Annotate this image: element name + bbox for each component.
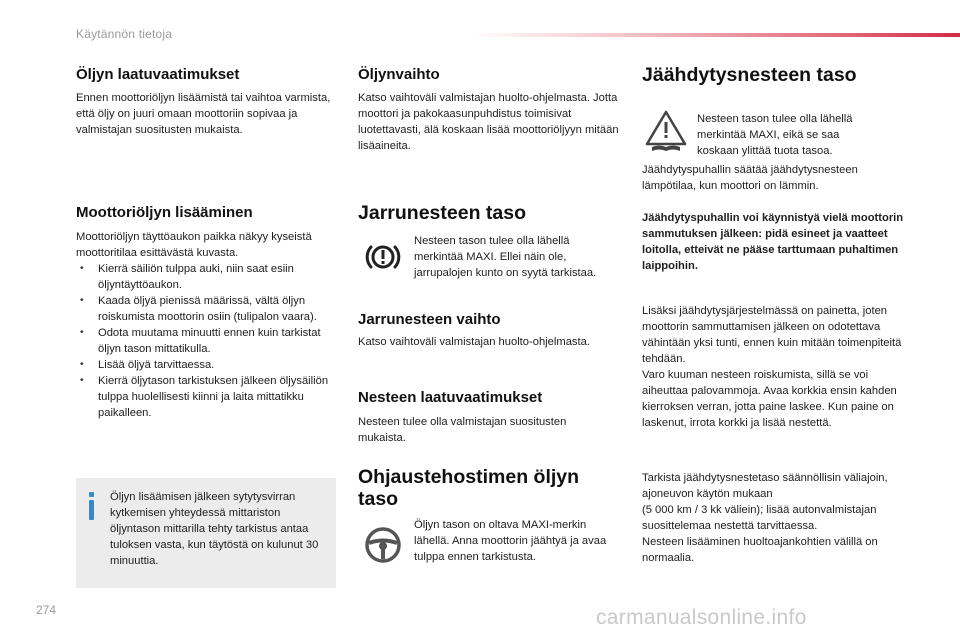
- power-steering-text: Öljyn tason on oltava MAXI-merkin lähellä. Anna moottorin jäähtyä ja avaa tulppa ennen tarkistusta.: [414, 519, 607, 563]
- heading-line: Ohjaustehostimen öljyn: [358, 466, 580, 488]
- brake-fluid-change-text: Katso vaihtoväli valmistajan huolto-ohjelmasta.: [358, 336, 590, 348]
- oil-change-text: Katso vaihtoväli valmistajan huolto-ohjelmasta. Jotta moottori ja pakokaasunpuhdistus toimisivat luotettavasti, älä koskaan lisää moottoriöljyyn mitään lisäaineita.: [358, 92, 619, 152]
- info-box: [76, 478, 336, 588]
- list-item: • Odota muutama minuutti ennen kuin tarkistat öljyn tason mittatikulla.: [76, 325, 334, 357]
- coolant-check-text: Tarkista jäähdytysnestetaso säännöllisin väliajoin, ajoneuvon käytön mukaan: [642, 472, 888, 500]
- oil-topup-steps: [76, 261, 334, 421]
- coolant-icon-text: Nesteen tason tulee olla lähellä merkintää MAXI, eikä se saa koskaan ylittää tuota tasoa.: [697, 113, 853, 157]
- heading-oil-topup: Moottoriöljyn lisääminen: [76, 204, 253, 221]
- list-item: • Lisää öljyä tarvittaessa.: [76, 357, 334, 373]
- oil-quality-text: Ennen moottoriöljyn lisäämistä tai vaihtoa varmista, että öljy on juuri omaan moottoriin sopivaa ja valmistajan suositusten mukaista.: [76, 92, 331, 136]
- coolant-pressure-section: [642, 303, 904, 431]
- info-icon: [86, 492, 96, 522]
- brake-fluid-warning-icon: [362, 236, 404, 278]
- coolant-interval-text: (5 000 km / 3 kk väliein); lisää autonvalmistajan suosittelemaa nestettä tarvittaessa.: [642, 504, 877, 532]
- fluid-quality-text: Nesteen tulee olla valmistajan suositusten mukaista.: [358, 416, 567, 444]
- oil-topup-intro: Moottoriöljyn täyttöaukon paikka näkyy kyseistä moottoritilaa esittävästä kuvasta.: [76, 231, 312, 259]
- heading-line: taso: [358, 487, 399, 510]
- heading-coolant-level: Jäähdytysnesteen taso: [642, 64, 857, 86]
- coolant-hot-fluid-text: Varo kuuman nesteen roiskumista, sillä se voi aiheuttaa palovammoja. Avaa korkkia ensin kahden kierroksen verran, jotta paine laskee. Kun paine on laskenut, irrota korkki ja lisää nestettä.: [642, 369, 897, 429]
- heading-oil-change: Öljynvaihto: [358, 66, 440, 83]
- info-text: Öljyn lisäämisen jälkeen sytytysvirran kytkemisen yhteydessä mittariston öljyntason mittarilla tehty tarkistus antaa tuloksen vasta, kun täytöstä on kulunut 30 minuuttia.: [110, 491, 319, 567]
- coolant-fan-warning: Jäähdytyspuhallin voi käynnistyä vielä moottorin sammutuksen jälkeen: pidä esineet ja vaatteet loitolla, etteivät ne pääse tarttumaan puhaltimen laippoihin.: [642, 212, 904, 272]
- header-rule: [470, 33, 960, 37]
- coolant-hazard-manual-icon: [644, 109, 688, 153]
- coolant-fan-text: Jäähdytyspuhallin säätää jäähdytysnesteen lämpötilaa, kun moottori on lämmin.: [642, 164, 858, 192]
- list-item: • Kierrä öljytason tarkistuksen jälkeen öljysäiliön tulppa huolellisesti kiinni ja laita mittatikku paikalleen.: [76, 373, 334, 421]
- watermark: carmanualsonline.info: [596, 606, 807, 629]
- oil-topup-section: [76, 229, 334, 421]
- brake-fluid-level-text: Nesteen tason tulee olla lähellä merkintää MAXI. Ellei näin ole, jarrupalojen kunto on syytä tarkistaa.: [414, 235, 597, 279]
- heading-brake-fluid-change: Jarrunesteen vaihto: [358, 311, 501, 328]
- coolant-pressure-text: Lisäksi jäähdytysjärjestelmässä on painetta, joten moottorin sammuttamisen jälkeen on odotettava vähintään yksi tunti, ennen kuin mitään toimenpiteitä tehdään.: [642, 305, 902, 365]
- heading-power-steering: [358, 467, 579, 511]
- running-title: Käytännön tietoja: [76, 27, 173, 41]
- heading-brake-fluid-level: Jarrunesteen taso: [358, 202, 526, 224]
- list-item: • Kaada öljyä pienissä määrissä, vältä öljyn roiskumista moottorin osiin (tulipalon vaara).: [76, 293, 334, 325]
- coolant-topup-text: Nesteen lisääminen huoltoajankohtien välillä on normaalia.: [642, 536, 878, 564]
- coolant-check-section: [642, 470, 910, 566]
- steering-wheel-icon: [362, 524, 404, 566]
- page-number: 274: [36, 603, 57, 617]
- list-item: • Kierrä säiliön tulppa auki, niin saat esiin öljyntäyttöaukon.: [76, 261, 334, 293]
- heading-fluid-quality: Nesteen laatuvaatimukset: [358, 389, 543, 406]
- heading-oil-quality: Öljyn laatuvaatimukset: [76, 66, 240, 83]
